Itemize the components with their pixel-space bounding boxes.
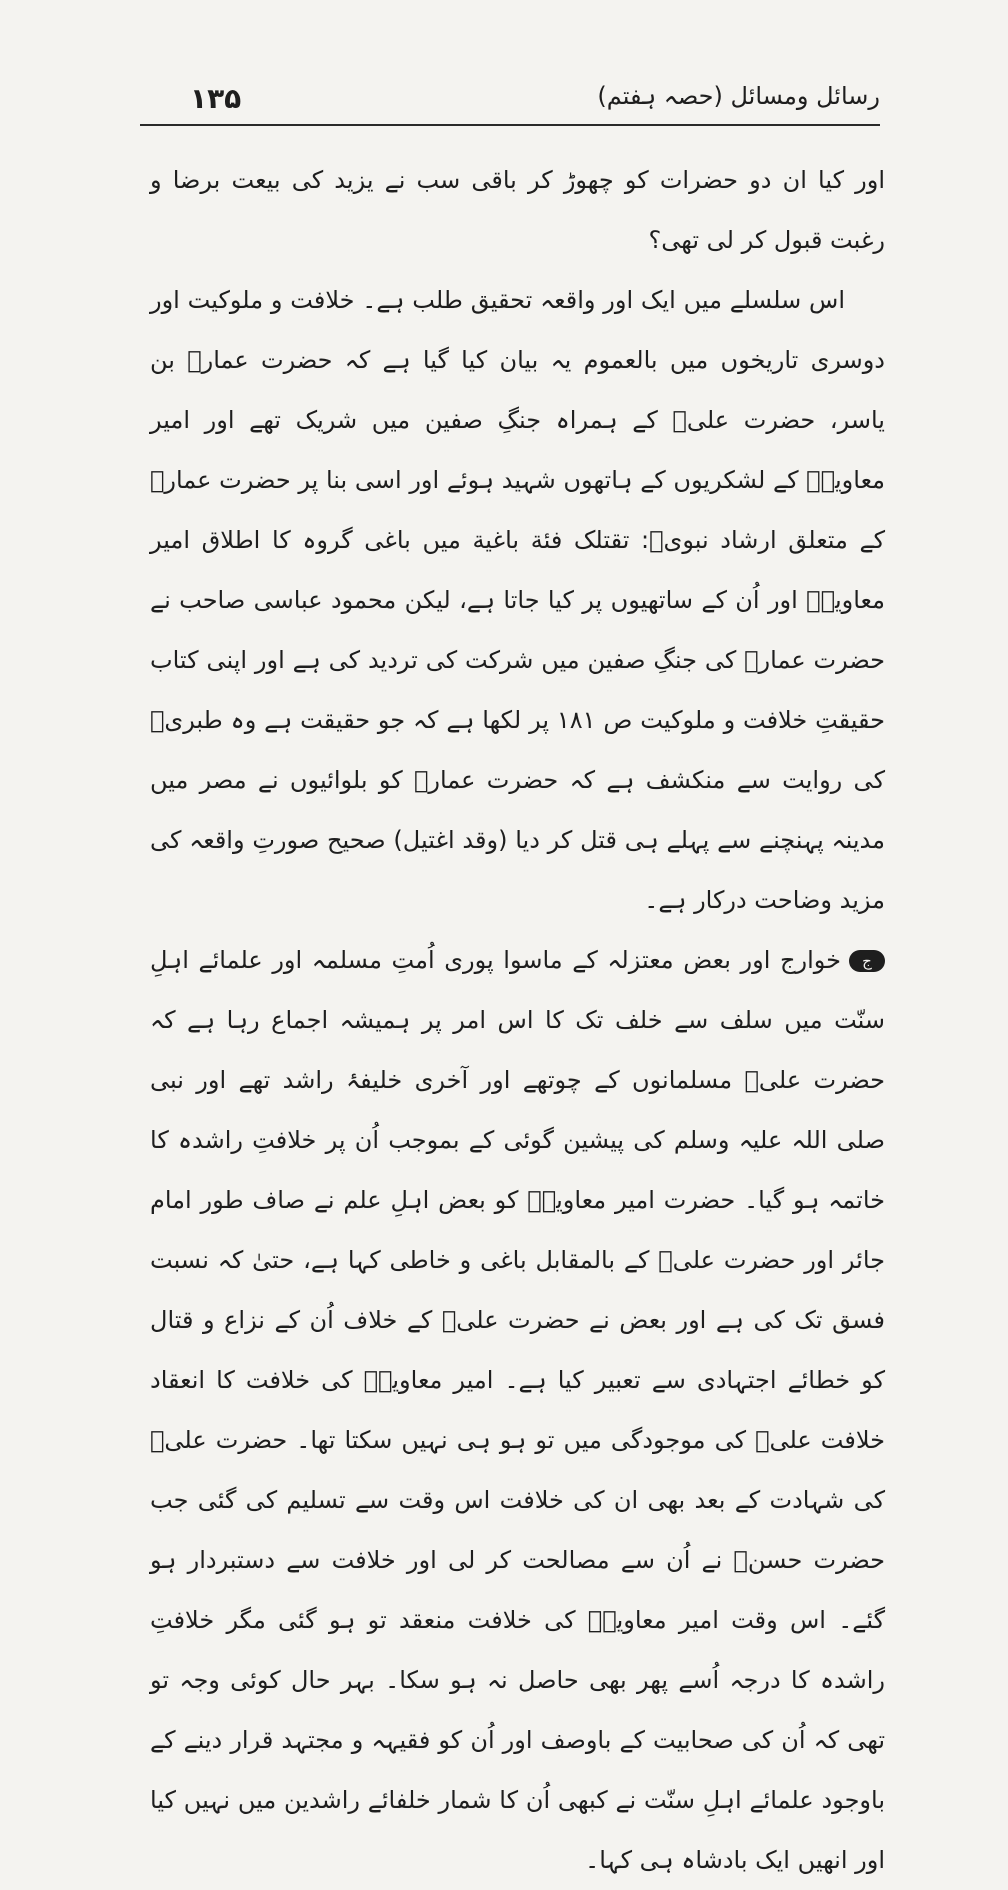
answer-text: خوارج اور بعض معتزلہ کے ماسوا پوری اُمتِ مسلمہ اور علمائے اہلِ سنّت میں سلف سے خلف تک کا اس امر پر ہمیشہ اجماع رہا ہے کہ حضرت علیؓ مسلمانوں کے چوتھے اور آخری خلیفۂ راشد تھے اور نبی صلی اللہ علیہ وسلم کی پیشین گوئی کے بموجب اُن پر خلافتِ راشدہ کا خاتمہ ہو گیا۔ حضرت امیر معاویہؓ کو بعض اہلِ علم نے صاف طور امام جائر اور حضرت علیؓ کے بالمقابل باغی و خاطی کہا ہے، حتیٰ کہ نسبت فسق تک کی ہے اور بعض نے حضرت علیؓ کے خلاف اُن کے نزاع و قتال کو خطائے اجتہادی سے تعبیر کیا ہے۔ امیر معاویہؓ کی خلافت کا انعقاد خلافت علیؓ کی موجودگی میں تو ہو ہی نہیں سکتا تھا۔ حضرت علیؓ کی شہادت کے بعد بھی ان کی خلافت اس وقت سے تسلیم کی گئی جب حضرت حسنؓ نے اُن سے مصالحت کر لی اور خلافت سے دستبردار ہو گئے۔ اس وقت امیر معاویہؓ کی خلافت منعقد تو ہو گئی مگر خلافتِ راشدہ کا درجہ اُسے پھر بھی حاصل نہ ہو سکا۔ بہر حال کوئی وجہ تو تھی کہ اُن کی صحابیت کے باوصف اور اُن کو فقیہہ و مجتہد قرار دینے کے باوجود علمائے اہلِ سنّت نے کبھی اُن کا شمار خلفائے راشدین میں نہیں کیا اور انھیں ایک بادشاہ ہی کہا۔ <box>150 946 885 1874</box>
running-header <box>140 78 880 126</box>
book-title: رسائل ومسائل (حصہ ہفتم) <box>597 82 880 110</box>
answer-marker: ج <box>849 950 885 972</box>
paragraph-question-end: اور کیا ان دو حضرات کو چھوڑ کر باقی سب نے یزید کی بیعت برضا و رغبت قبول کر لی تھی؟ <box>150 166 885 254</box>
paragraph-answer <box>150 930 885 1890</box>
page-body <box>150 150 885 1890</box>
page-number: ۱۳۵ <box>190 82 242 115</box>
paragraph-question: اس سلسلے میں ایک اور واقعہ تحقیق طلب ہے۔ خلافت و ملوکیت اور دوسری تاریخوں میں بالعموم یہ بیان کیا گیا ہے کہ حضرت عمارؓ بن یاسر، حضرت علیؓ کے ہمراہ جنگِ صفین میں شریک تھے اور امیر معاویہؓ کے لشکریوں کے ہاتھوں شہید ہوئے اور اسی بنا پر حضرت عمارؓ کے متعلق ارشاد نبویؐ: تقتلک فئة باغية میں باغی گروہ کا اطلاق امیر معاویہؓ اور اُن کے ساتھیوں پر کیا جاتا ہے، لیکن محمود عباسی صاحب نے حضرت عمارؓ کی جنگِ صفین میں شرکت کی تردید کی ہے اور اپنی کتاب حقیقتِ خلافت و ملوکیت ص ۱۸۱ پر لکھا ہے کہ جو حقیقت ہے وہ طبریؒ کی روایت سے منکشف ہے کہ حضرت عمارؓ کو بلوائیوں نے مصر میں مدینہ پہنچنے سے پہلے ہی قتل کر دیا (وقد اغتیل) صحیح صورتِ واقعہ کی مزید وضاحت درکار ہے۔ <box>150 286 885 914</box>
